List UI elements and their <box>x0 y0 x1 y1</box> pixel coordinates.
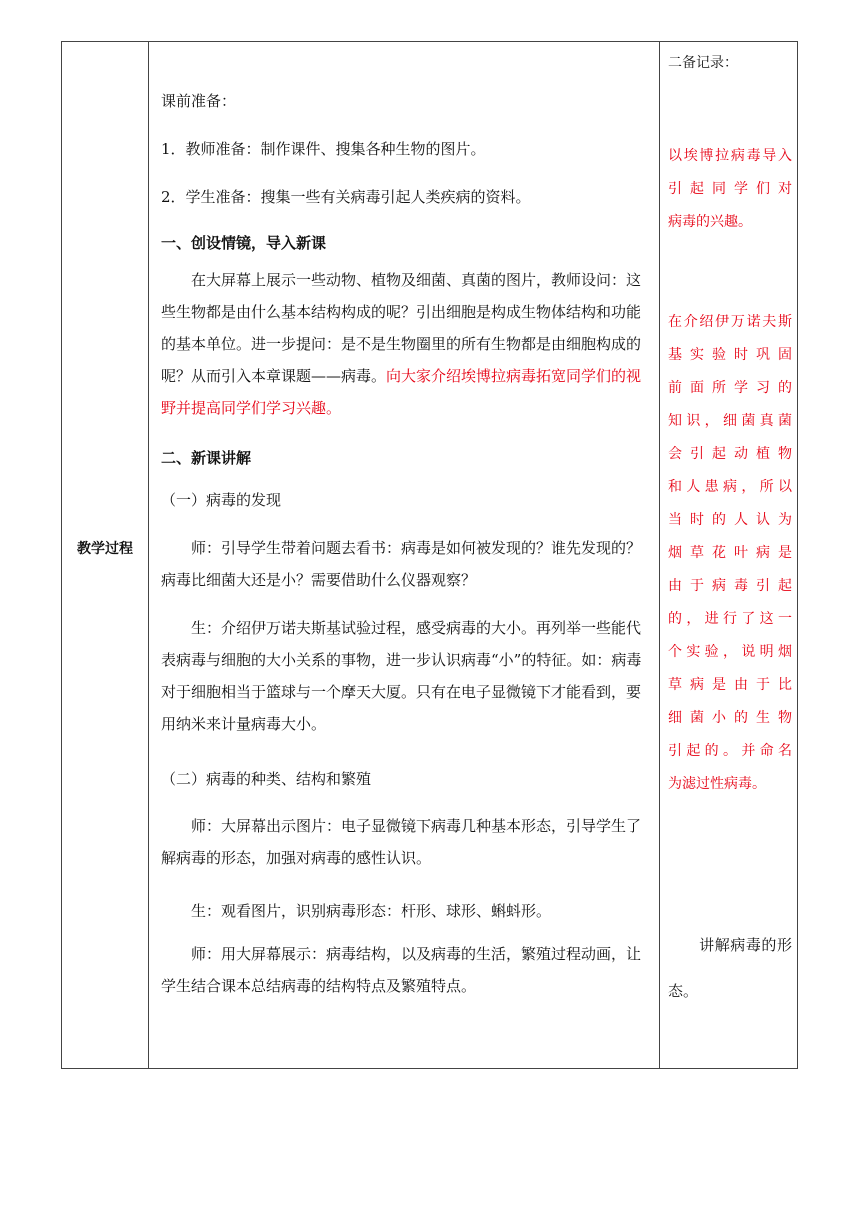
prep-item-student: 2．学生准备：搜集一些有关病毒引起人类疾病的资料。 <box>161 188 531 206</box>
student-observe-paragraph: 生：观看图片，识别病毒形态：杆形、球形、蝌蚪形。 <box>191 902 552 920</box>
notes-header: 二备记录： <box>668 55 738 71</box>
column-divider <box>659 42 660 1068</box>
lesson-table <box>61 41 820 1069</box>
subsection-discovery: （一）病毒的发现 <box>161 491 282 509</box>
row-label: 教学过程 <box>77 541 133 557</box>
note-ivanovsky: 在介绍伊万诺夫斯 基实验时巩固 前面所学习的 知识，细菌真菌 会引起动植物 和人患病，所以 当时的人认为 烟草花叶病是 由于病毒引起 的，进行了这一 个实验，说明烟 草病是由于比 细菌小的生物 引起的。并命名 为滤过性病毒。 <box>668 314 820 792</box>
student-experiment-paragraph: 生：介绍伊万诺夫斯基试验过程，感受病毒的大小。再列举一些能代表病毒与细胞的大小关系的事物，进一步认识病毒“小”的特征。如：病毒对于细胞相当于篮球与一个摩天大厦。只有在电子显微镜下才能看到，要用纳米来计量病毒大小。 <box>161 619 642 733</box>
note-virus-shape: 讲解病毒的形态。 <box>668 936 792 1000</box>
section-heading-new-lesson: 二、新课讲解 <box>161 449 252 467</box>
teacher-animation-paragraph: 师：用大屏幕展示：病毒结构，以及病毒的生活，繁殖过程动画，让学生结合课本总结病毒的结构特点及繁殖特点。 <box>161 945 642 995</box>
subsection-types: （二）病毒的种类、结构和繁殖 <box>161 770 372 788</box>
intro-text: 在大屏幕上展示一些动物、植物及细菌、真菌的图片，教师设问：这些生物都是由什么基本结构构成的呢？引出细胞是构成生物体结构和功能的基本单位。进一步提问：是不是生物圈里的所有生物都是由细胞构成的呢？从而引入本章课题——病毒。 <box>161 271 642 385</box>
intro-red-text: 向大家介绍埃博拉病毒拓宽同学们的视野并提高同学们学习兴趣。 <box>161 367 642 417</box>
intro-paragraph <box>161 264 651 424</box>
note-ebola: 以埃博拉病毒导入 引起同学们对 病毒的兴趣。 <box>668 148 820 230</box>
section-heading-intro: 一、创设情镜，导入新课 <box>161 234 327 252</box>
teacher-images-paragraph: 师：大屏幕出示图片：电子显微镜下病毒几种基本形态，引导学生了解病毒的形态，加强对病毒的感性认识。 <box>161 817 642 867</box>
teacher-question-paragraph: 师：引导学生带着问题去看书：病毒是如何被发现的？谁先发现的？病毒比细菌大还是小？需要借助什么仪器观察？ <box>161 539 642 589</box>
prep-item-teacher: 1．教师准备：制作课件、搜集各种生物的图片。 <box>161 140 486 158</box>
column-divider <box>148 42 149 1068</box>
prep-title: 课前准备： <box>161 92 237 110</box>
